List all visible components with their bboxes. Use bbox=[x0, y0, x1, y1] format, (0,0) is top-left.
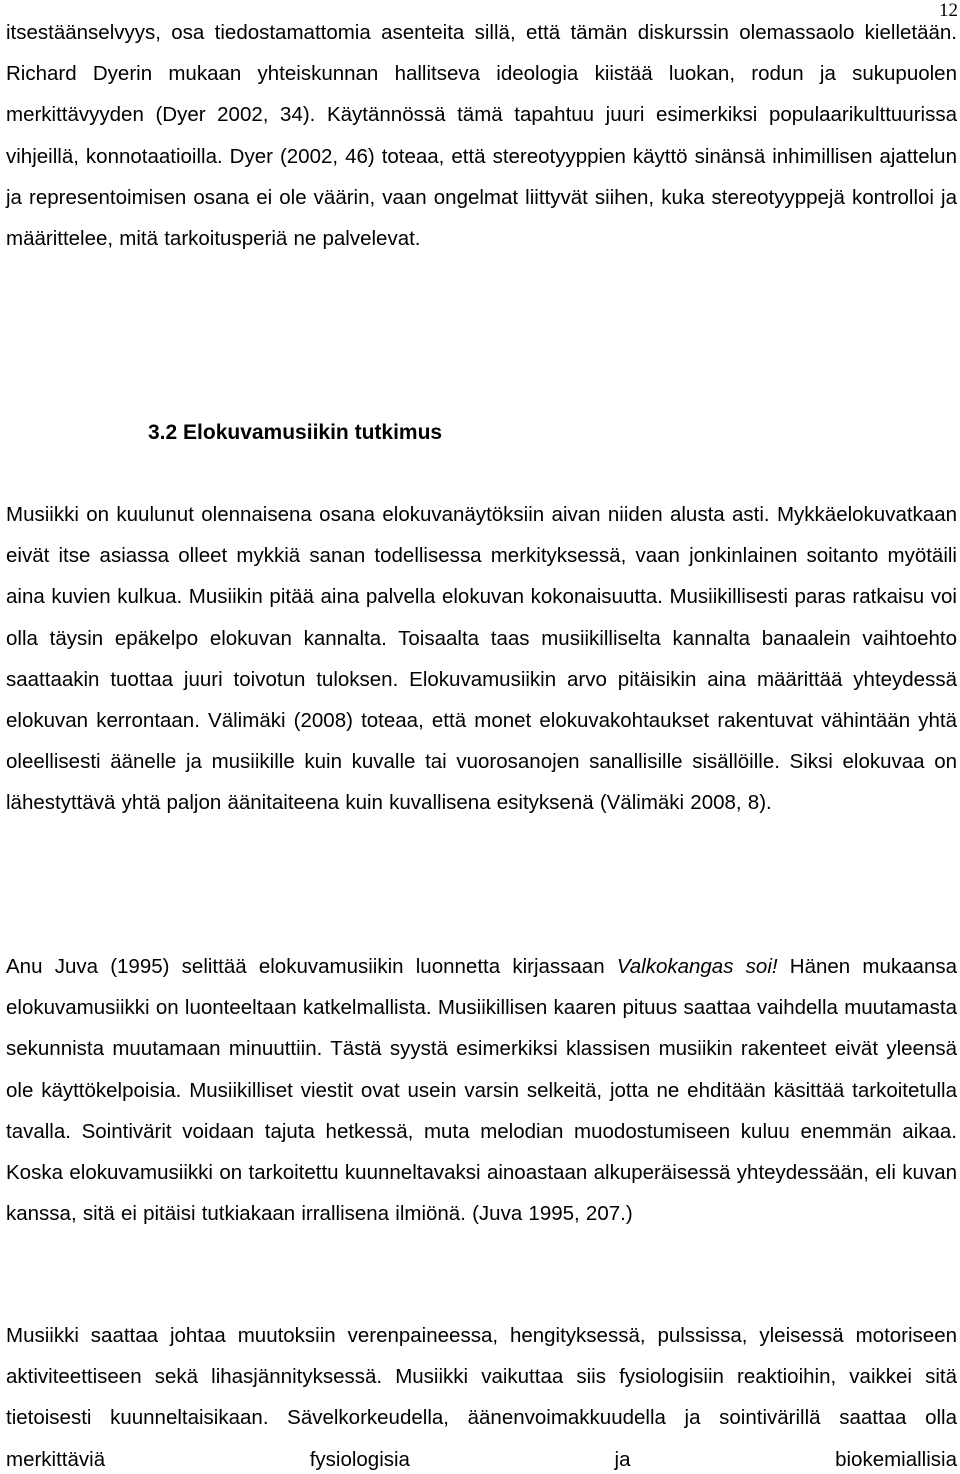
page-number: 12 bbox=[939, 0, 958, 21]
paragraph-stereotypes: itsestäänselvyys, osa tiedostamattomia asenteita sillä, että tämän diskurssin olemassaolo kielletään. Richard Dyerin mukaan yhteiskunnan hallitseva ideologia kiistää luokan, rodun ja sukupuolen merkittävyyden (Dyer 2002, 34). Käytännössä tämä tapahtuu juuri esimerkiksi populaarikulttuurissa vihjeillä, konnotaatioilla. Dyer (2002, 46) toteaa, että stereotyyppien käyttö sinänsä inhimillisen ajattelun ja representoimisen osana ei ole väärin, vaan ongelmat liittyvät siihen, kuka stereotyyppejä kontrolloi ja määrittelee, mitä tarkoitusperiä ne palvelevat. bbox=[6, 21, 957, 251]
section-heading: 3.2 Elokuvamusiikin tutkimus bbox=[148, 421, 443, 444]
paragraph-juva bbox=[6, 946, 957, 1234]
paragraph-film-music: Musiikki on kuulunut olennaisena osana elokuvanäytöksiin aivan niiden alusta asti. Mykkäelokuvatkaan eivät itse asiassa olleet mykkiä sanan todellisessa merkityksessä, vaan jonkinlainen soitanto myötäili aina kuvien kulkua. Musiikin pitää aina palvella elokuvan kokonaisuutta. Musiikillisesti paras ratkaisu voi olla täysin epäkelpo elokuvan kannalta. Toisaalta taas musiikilliselta kannalta banaalein vaihtoehto saattaakin tuottaa juuri toivotun tuloksen. Elokuvamusiikin arvo pitäisikin aina määrittää yhteydessä elokuvan kerrontaan. Välimäki (2008) toteaa, että monet elokuvakohtaukset rakentuvat vähintään yhtä oleellisesti äänelle ja musiikille kuin kuvalle tai vuorosanojen sanallisille sisällöille. Siksi elokuvaa on lähestyttävä yhtä paljon äänitaiteena kuin kuvallisena esityksenä (Välimäki 2008, 8). bbox=[6, 503, 957, 815]
paragraph-juva-before: Anu Juva (1995) selittää elokuvamusiikin luonnetta kirjassaan bbox=[6, 955, 617, 978]
paragraph-physiology: Musiikki saattaa johtaa muutoksiin verenpaineessa, hengityksessä, pulssissa, yleisessä motoriseen aktiviteettiseen sekä lihasjännityksessä. Musiikki vaikuttaa siis fysiologisiin reaktioihin, vaikkei sitä tietoisesti kuunneltaisikaan. Sävelkorkeudella, äänenvoimakkuudella ja sointivärillä saattaa olla merkittäviä fysiologisia ja biokemiallisia bbox=[6, 1324, 957, 1471]
book-title: Valkokangas soi! bbox=[616, 955, 778, 978]
paragraph-juva-after: Hänen mukaansa elokuvamusiikki on luonteeltaan katkelmallista. Musiikillisen kaaren pituus saattaa vaihdella muutamasta sekunnista muutamaan minuuttiin. Tästä syystä esimerkiksi klassisen musiikin rakenteet eivät yleensä ole käyttökelpoisia. Musiikilliset viestit ovat usein varsin selkeitä, jotta ne ehditään käsittää tarkoitetulla tavalla. Sointivärit voidaan tajuta hetkessä, muta melodian muodostumiseen kuluu enemmän aikaa. Koska elokuvamusiikki on tarkoitettu kuunneltavaksi ainoastaan alkuperäisessä yhteydessään, eli kuvan kanssa, sitä ei pitäisi tutkiakaan irrallisena ilmiönä. (Juva 1995, 207.) bbox=[6, 955, 957, 1226]
